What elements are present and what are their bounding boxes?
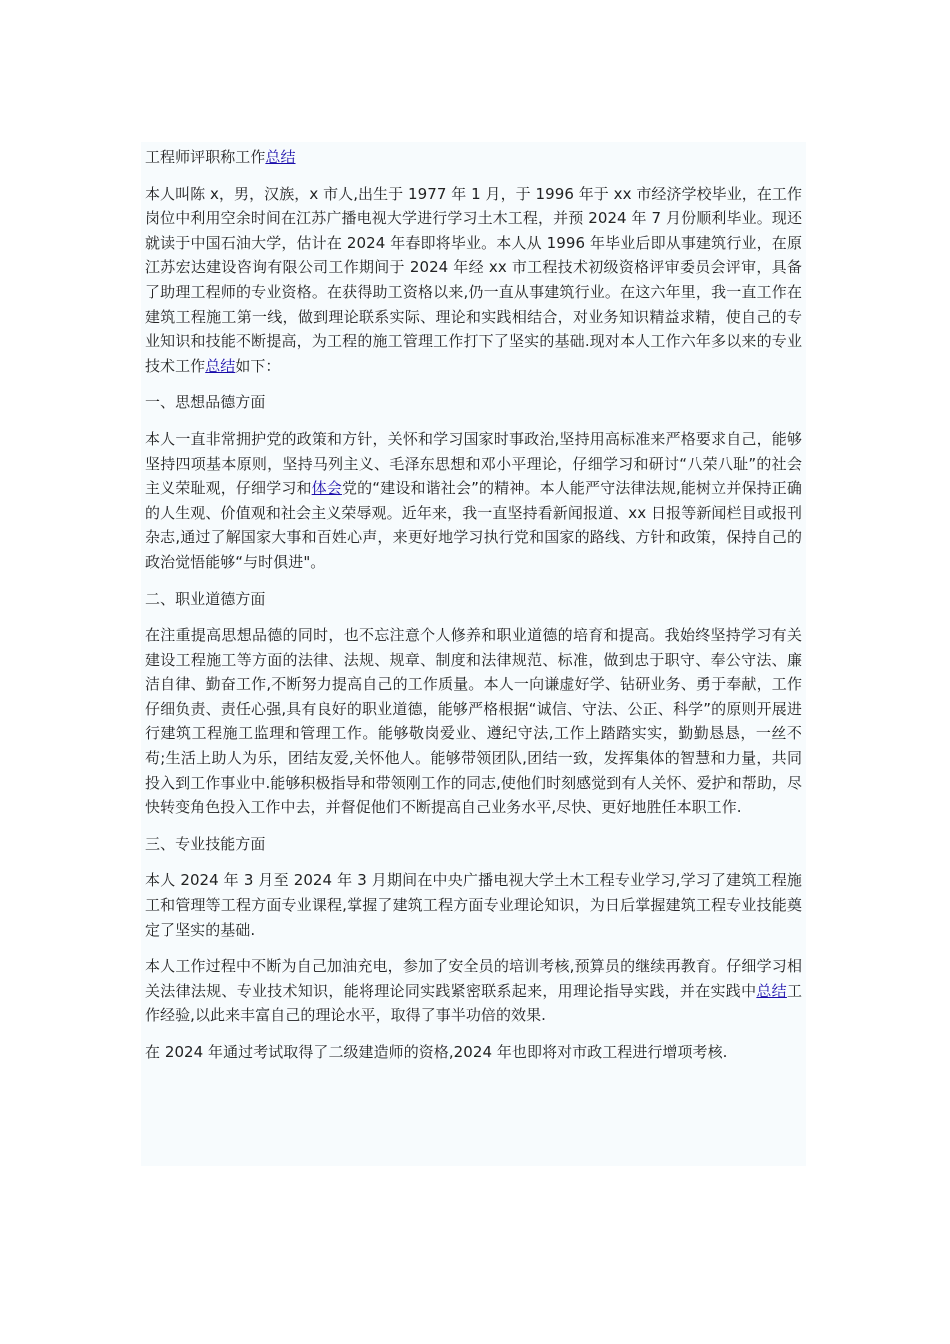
section1-text-end: 党的“建设和谐社会”的精神。本人能严守法律法规,能树立并保持正确的人生观、价值观和社会主义荣辱观。近年来，我一直坚持看新闻报道、xx 日报等新闻栏目或报刊杂志,通过了解国家大事和百姓心声，来更好地学习执行党和国家的路线、方针和政策，保持自己的政治觉悟能够“与时俱进"。 <box>145 479 802 571</box>
section1-heading: 一、思想品德方面 <box>145 393 266 412</box>
section3-paragraph-3: 在 2024 年通过考试取得了二级建造师的资格,2024 年也即将对市政工程进行增项考核. <box>145 1043 728 1061</box>
section1-link-experience[interactable]: 体会 <box>311 479 342 498</box>
section3-paragraph-1: 本人 2024 年 3 月至 2024 年 3 月期间在中央广播电视大学土木工程专业学习,学习了建筑工程施工和管理等工程方面专业课程,掌握了建筑工程方面专业理论知识，为日后掌握建筑工程专业技能奠定了坚实的基础. <box>145 871 802 939</box>
section1-paragraph <box>145 427 802 575</box>
section3-link-summary[interactable]: 总结 <box>756 981 787 1000</box>
section3-text: 本人工作过程中不断为自己加油充电，参加了安全员的培训考核,预算员的继续再教育。仔细学习相关法律法规、专业技术知识，能将理论同实践紧密联系起来，用理论指导实践，并在实践中 <box>145 957 802 1000</box>
section3-text-end: 工作经验,以此来丰富自己的理论水平，取得了事半功倍的效果. <box>145 981 802 1025</box>
section2-paragraph: 在注重提高思想品德的同时，也不忘注意个人修养和职业道德的培育和提高。我始终坚持学习有关建设工程施工等方面的法律、法规、规章、制度和法律规范、标准，做到忠于职守、奉公守法、廉洁自律、勤奋工作,不断努力提高自己的工作质量。本人一向谦虚好学、钻研业务、勇于奉献，工作仔细负责、责任心强,具有良好的职业道德，能够严格根据“诚信、守法、公正、科学”的原则开展进行建筑工程施工监理和管理工作。能够敬岗爱业、遵纪守法,工作上踏踏实实，勤勤恳恳，一丝不苟;生活上助人为乐，团结友爱,关怀他人。能够带领团队,团结一致，发挥集体的智慧和力量，共同投入到工作事业中.能够积极指导和带领刚工作的同志,使他们时刻感觉到有人关怀、爱护和帮助，尽快转变角色投入工作中去，并督促他们不断提高自己业务水平,尽快、更好地胜任本职工作. <box>145 626 802 817</box>
section3-heading: 三、专业技能方面 <box>145 834 266 853</box>
intro-text-end: 如下： <box>235 356 281 375</box>
intro-paragraph <box>145 182 802 379</box>
title-link-summary[interactable]: 总结 <box>265 148 296 166</box>
section3-paragraph-2 <box>145 954 802 1028</box>
intro-link-summary[interactable]: 总结 <box>205 356 236 375</box>
document-body <box>141 142 806 1166</box>
section1-text: 本人一直非常拥护党的政策和方针，关怀和学习国家时事政治,坚持用高标准来严格要求自己，能够坚持四项基本原则，坚持马列主义、毛泽东思想和邓小平理论，仔细学习和研讨“八荣八耻”的社会主义荣耻观，仔细学习和 <box>145 429 802 498</box>
intro-text: 本人叫陈 x，男，汉族，x 市人,出生于 1977 年 1 月，于 1996 年于 xx 市经济学校毕业，在工作岗位中利用空余时间在江苏广播电视大学进行学习土木工程，并预 2024 年 7 月份顺利毕业。现还就读于中国石油大学，估计在 2024 年春即将毕业。本人从 1996 年毕业后即从事建筑行业，在原江苏宏达建设咨询有限公司工作期间于 2024 年经 xx 市工程技术初级资格评审委员会评审，具备了助理工程师的专业资格。在获得助工资格以来,仍一直从事建筑行业。在这六年里，我一直工作在建筑工程施工第一线，做到理论联系实际、理论和实践相结合，对业务知识精益求精，使自己的专业知识和技能不断提高，为工程的施工管理工作打下了坚实的基础.现对本人工作六年多以来的专业技术工作 <box>145 184 802 375</box>
section2-heading: 二、职业道德方面 <box>145 589 266 608</box>
document-title <box>145 145 802 170</box>
title-text: 工程师评职称工作 <box>145 148 266 166</box>
